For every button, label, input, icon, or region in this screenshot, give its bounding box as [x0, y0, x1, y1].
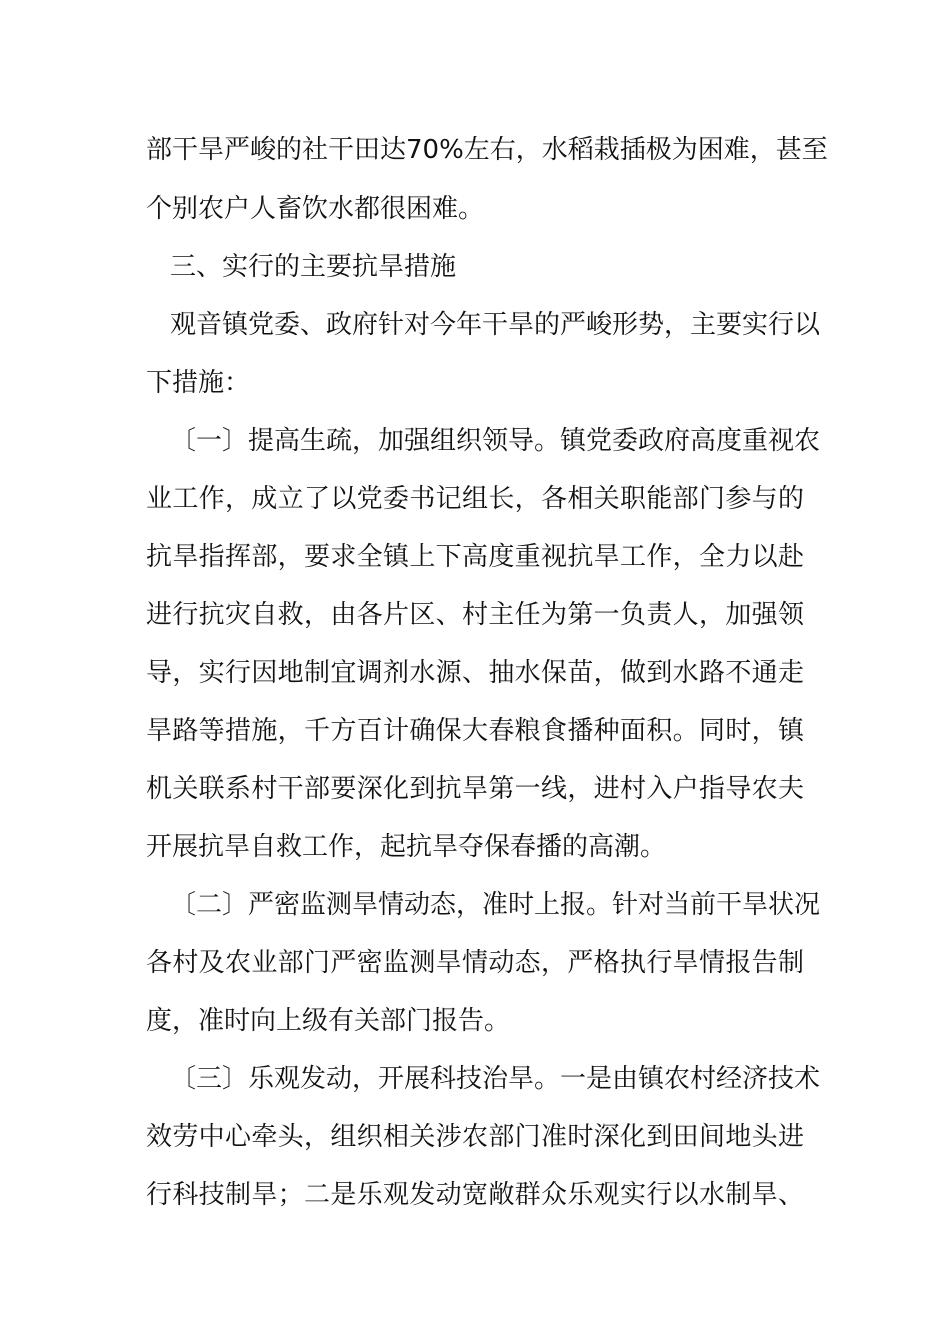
- text-line-18: 效劳中心牵头，组织相关涉农部门准时深化到田间地头进: [146, 1122, 804, 1152]
- text-line-16: 度，准时向上级有关部门报告。: [146, 1006, 511, 1036]
- text-line-5: 下措施：: [146, 368, 251, 398]
- text-line-2: 个别农户人畜饮水都很困难。: [146, 194, 485, 224]
- text-line-9: 进行抗灾自救，由各片区、村主任为第一负责人，加强领: [146, 600, 804, 630]
- section-heading: 三、实行的主要抗旱措施: [170, 252, 457, 282]
- text-line-10: 导，实行因地制宜调剂水源、抽水保苗，做到水路不通走: [146, 658, 804, 688]
- text-line-14: 〔二〕严密监测旱情动态，准时上报。针对当前干旱状况: [170, 890, 821, 920]
- text-line-17: 〔三〕乐观发动，开展科技治旱。一是由镇农村经济技术: [170, 1064, 821, 1094]
- text-line-12: 机关联系村干部要深化到抗旱第一线，进村入户指导农夫: [146, 774, 804, 804]
- text-line-13: 开展抗旱自救工作，起抗旱夺保春播的高潮。: [146, 832, 667, 862]
- text-line-8: 抗旱指挥部，要求全镇上下高度重视抗旱工作，全力以赴: [146, 542, 804, 572]
- text-line-11: 旱路等措施，千方百计确保大春粮食播种面积。同时，镇: [146, 716, 804, 746]
- text-line-6: 〔一〕提高生疏，加强组织领导。镇党委政府高度重视农: [170, 426, 821, 456]
- text-line-1: 部干旱严峻的社干田达70%左右，水稻栽插极为困难，甚至: [146, 135, 828, 165]
- text-line-4: 观音镇党委、政府针对今年干旱的严峻形势，主要实行以: [170, 310, 821, 340]
- text-line-15: 各村及农业部门严密监测旱情动态，严格执行旱情报告制: [146, 948, 804, 978]
- text-line-19: 行科技制旱；二是乐观发动宽敞群众乐观实行以水制旱、: [146, 1180, 804, 1210]
- text-line-7: 业工作，成立了以党委书记组长，各相关职能部门参与的: [146, 484, 804, 514]
